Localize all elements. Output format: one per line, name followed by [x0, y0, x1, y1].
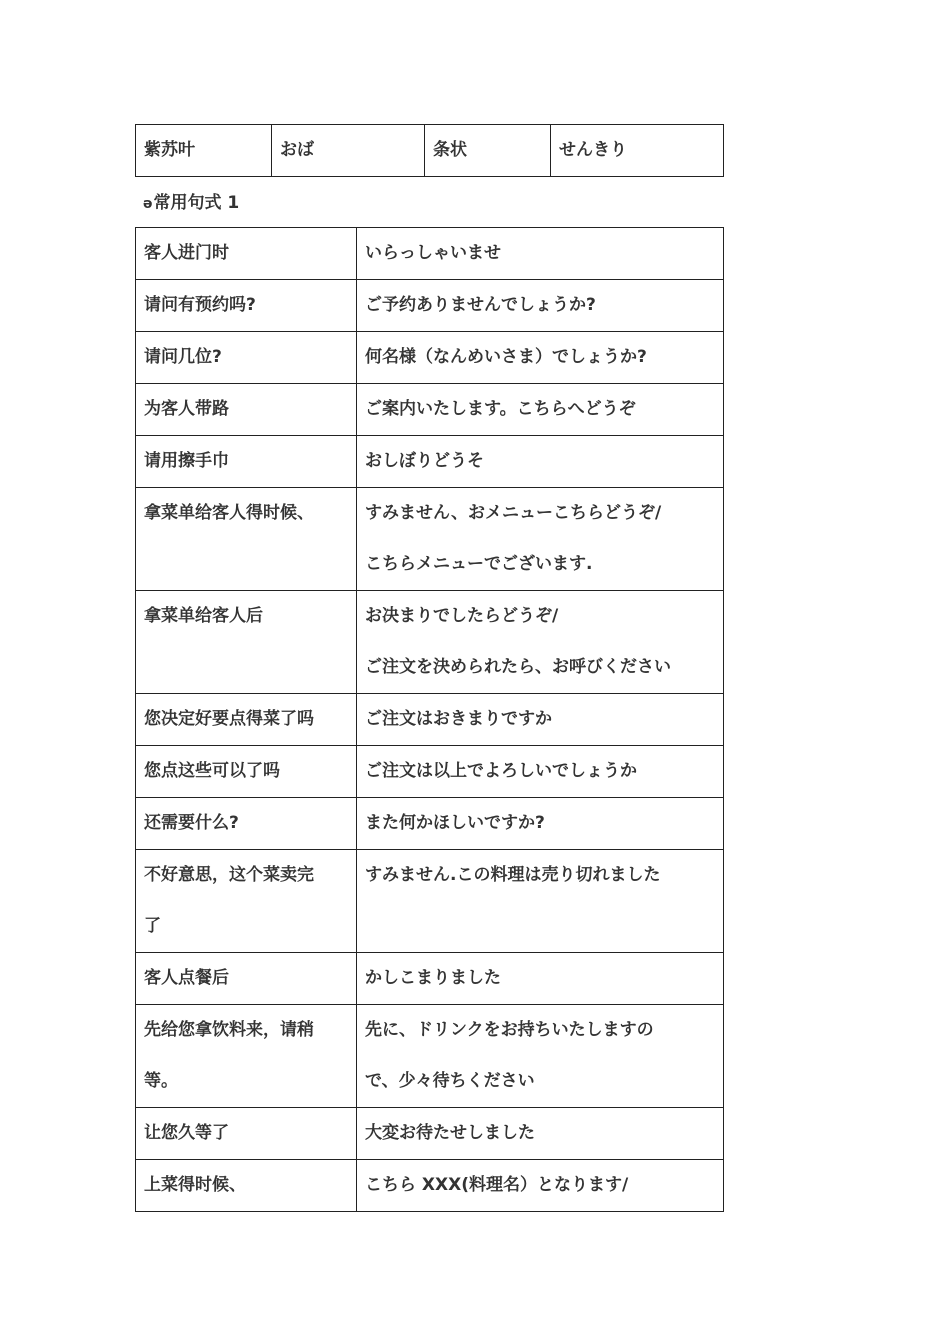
phrase-row	[136, 1108, 724, 1160]
chinese-text-line: 先给您拿饮料来，请稍	[144, 1020, 314, 1040]
phrase-japanese-cell	[357, 1108, 724, 1160]
japanese-text-line: かしこまりました	[365, 968, 501, 988]
phrase-japanese-cell	[357, 953, 724, 1005]
phrase-japanese-cell	[357, 228, 724, 280]
vocab-cell-chinese: 条状	[425, 125, 551, 177]
chinese-text-line: 拿菜单给客人后	[144, 606, 263, 626]
phrase-japanese-cell	[357, 384, 724, 436]
vocab-cell-japanese: おば	[272, 125, 425, 177]
phrase-chinese-cell	[136, 1108, 357, 1160]
phrase-row	[136, 384, 724, 436]
vocab-table	[135, 124, 724, 177]
phrase-row	[136, 1005, 724, 1108]
phrase-chinese-cell	[136, 228, 357, 280]
phrase-row	[136, 746, 724, 798]
bullet-marker: ə	[143, 196, 153, 212]
phrase-japanese-cell	[357, 280, 724, 332]
japanese-text-line: ご注文は以上でよろしいでしょうか	[365, 761, 637, 781]
phrase-japanese-cell	[357, 1005, 724, 1108]
japanese-text-line: すみません.この料理は売り切れました	[365, 865, 661, 885]
chinese-text-line: 了	[144, 916, 161, 936]
phrase-row	[136, 850, 724, 953]
phrase-row	[136, 436, 724, 488]
phrase-japanese-cell	[357, 436, 724, 488]
phrase-row	[136, 953, 724, 1005]
japanese-text-line: また何かほしいですか?	[365, 813, 545, 833]
japanese-text-line: こちら XXX(料理名）となります/	[365, 1175, 629, 1195]
phrase-row	[136, 332, 724, 384]
japanese-text-line: おしぼりどうそ	[365, 451, 484, 471]
phrase-japanese-cell	[357, 746, 724, 798]
phrase-chinese-cell	[136, 694, 357, 746]
japanese-text-line: 何名様（なんめいさま）でしょうか?	[365, 347, 647, 367]
phrase-chinese-cell	[136, 384, 357, 436]
japanese-text-line: で、少々待ちください	[365, 1071, 535, 1091]
chinese-text-line: 还需要什么?	[144, 813, 239, 833]
phrase-japanese-cell	[357, 694, 724, 746]
phrase-row	[136, 591, 724, 694]
vocab-row	[136, 125, 724, 177]
phrase-row	[136, 694, 724, 746]
phrase-japanese-cell	[357, 1160, 724, 1212]
japanese-text-line: 大変お待たせしました	[365, 1123, 535, 1143]
japanese-text-line: いらっしゃいませ	[365, 243, 501, 263]
chinese-text-line: 客人进门时	[144, 243, 229, 263]
japanese-text-line: 先に、ドリンクをお持ちいたしますの	[365, 1020, 654, 1040]
chinese-text-line: 您决定好要点得菜了吗	[144, 709, 314, 729]
phrase-chinese-cell	[136, 436, 357, 488]
chinese-text-line: 请问有预约吗?	[144, 295, 256, 315]
phrase-japanese-cell	[357, 332, 724, 384]
chinese-text-line: 为客人带路	[144, 399, 229, 419]
phrase-row	[136, 228, 724, 280]
japanese-text-line: ご予约ありませんでしょうか?	[365, 295, 596, 315]
phrase-chinese-cell	[136, 488, 357, 591]
phrase-chinese-cell	[136, 746, 357, 798]
phrase-japanese-cell	[357, 850, 724, 953]
japanese-text-line: お决まりでしたらどうぞ/	[365, 606, 559, 626]
phrase-chinese-cell	[136, 591, 357, 694]
phrase-chinese-cell	[136, 280, 357, 332]
chinese-text-line: 请问几位?	[144, 347, 222, 367]
chinese-text-line: 请用擦手巾	[144, 451, 229, 471]
phrase-row	[136, 798, 724, 850]
phrase-japanese-cell	[357, 488, 724, 591]
phrase-japanese-cell	[357, 591, 724, 694]
chinese-text-line: 拿菜单给客人得时候、	[144, 503, 314, 523]
phrase-table	[135, 227, 724, 1212]
chinese-text-line: 不好意思，这个菜卖完	[144, 865, 314, 885]
phrase-chinese-cell	[136, 1005, 357, 1108]
japanese-text-line: ご注文はおきまりですか	[365, 709, 552, 729]
chinese-text-line: 您点这些可以了吗	[144, 761, 280, 781]
phrase-row	[136, 488, 724, 591]
section-title: 常用句式 1	[153, 193, 240, 213]
japanese-text-line: こちらメニューでございます.	[365, 554, 593, 574]
phrase-chinese-cell	[136, 953, 357, 1005]
vocab-cell-japanese: せんきり	[551, 125, 724, 177]
phrase-chinese-cell	[136, 850, 357, 953]
chinese-text-line: 客人点餐后	[144, 968, 229, 988]
chinese-text-line: 等。	[144, 1071, 178, 1091]
vocab-cell-chinese: 紫苏叶	[136, 125, 272, 177]
japanese-text-line: すみません、おメニューこちらどうぞ/	[365, 503, 662, 523]
japanese-text-line: ご案内いたします。こちらへどうぞ	[365, 399, 636, 419]
chinese-text-line: 让您久等了	[144, 1123, 229, 1143]
phrase-chinese-cell	[136, 798, 357, 850]
phrase-row	[136, 280, 724, 332]
section-heading	[143, 186, 239, 220]
chinese-text-line: 上菜得时候、	[144, 1175, 246, 1195]
phrase-japanese-cell	[357, 798, 724, 850]
phrase-row	[136, 1160, 724, 1212]
phrase-chinese-cell	[136, 332, 357, 384]
japanese-text-line: ご注文を決められたら、お呼びください	[365, 657, 671, 677]
phrase-chinese-cell	[136, 1160, 357, 1212]
